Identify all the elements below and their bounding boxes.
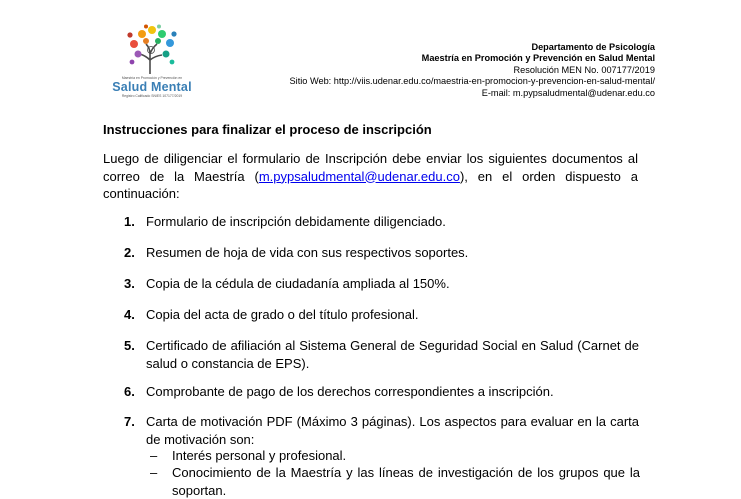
list-item [124,275,639,293]
list-item-number: 3. [124,276,135,291]
intro-text-after: ), en el orden dispuesto a continuación: [103,168,638,201]
dash-bullet: – [150,448,158,463]
list-item [124,213,639,231]
department-name: Departamento de Psicología [531,42,655,52]
website: Sitio Web: http://viis.udenar.edu.co/maestria-en-promocion-y-prevencion-en-salud-mental/ [289,76,655,87]
intro-paragraph [103,150,638,203]
sub-list-item [150,464,640,499]
list-item-text: Carta de motivación PDF (Máximo 3 páginas). Los aspectos para evaluar en la carta de motivación son: [146,414,639,447]
list-item-number: 2. [124,245,135,260]
logo-bottom-line: Registro Calificado SNIES 107177/2019 [121,94,183,98]
sub-list-item-text: Interés personal y profesional. [172,448,347,463]
page-title: Instrucciones para finalizar el proceso de inscripción [103,122,432,137]
list-item-text: Copia de la cédula de ciudadanía ampliada al 150%. [146,276,450,291]
list-item-number: 4. [124,307,135,322]
sub-list-item [150,447,640,465]
logo-top-line: Maestría en Promoción y Prevención en [121,76,183,80]
list-item-number: 6. [124,384,135,399]
program-logo [112,24,192,98]
tree-icon [112,24,192,76]
email-link[interactable]: m.pypsaludmental@udenar.edu.co [258,168,460,184]
resolution: Resolución MEN No. 007177/2019 [513,64,655,75]
list-item [124,306,639,324]
dash-bullet: – [150,465,158,480]
list-item-number: 1. [124,214,135,229]
list-item [124,413,639,448]
list-item [124,337,639,372]
logo-name: Salud Mental [112,80,192,94]
list-item-text: Certificado de afiliación al Sistema General de Seguridad Social en Salud (Carnet de salud o constancia de EPS). [146,338,639,371]
list-item-text: Copia del acta de grado o del título profesional. [146,307,419,322]
list-item-text: Resumen de hoja de vida con sus respectivos soportes. [146,245,469,260]
list-item [124,383,639,401]
intro-text-before: Luego de diligenciar el formulario de Inscripción debe enviar los siguientes documentos al correo de la Maestría ( [103,151,638,184]
list-item-text: Comprobante de pago de los derechos correspondientes a inscripción. [146,384,554,399]
sub-list-item-text: Conocimiento de la Maestría y las líneas de investigación de los grupos que la soportan. [172,465,640,498]
list-item [124,244,639,262]
list-item-number: 7. [124,414,135,429]
program-name: Maestría en Promoción y Prevención en Salud Mental [421,53,655,64]
list-item-text: Formulario de inscripción debidamente diligenciado. [146,214,446,229]
list-item-number: 5. [124,338,135,353]
contact-email: E-mail: m.pypsaludmental@udenar.edu.co [481,87,655,98]
letterhead [290,42,655,99]
